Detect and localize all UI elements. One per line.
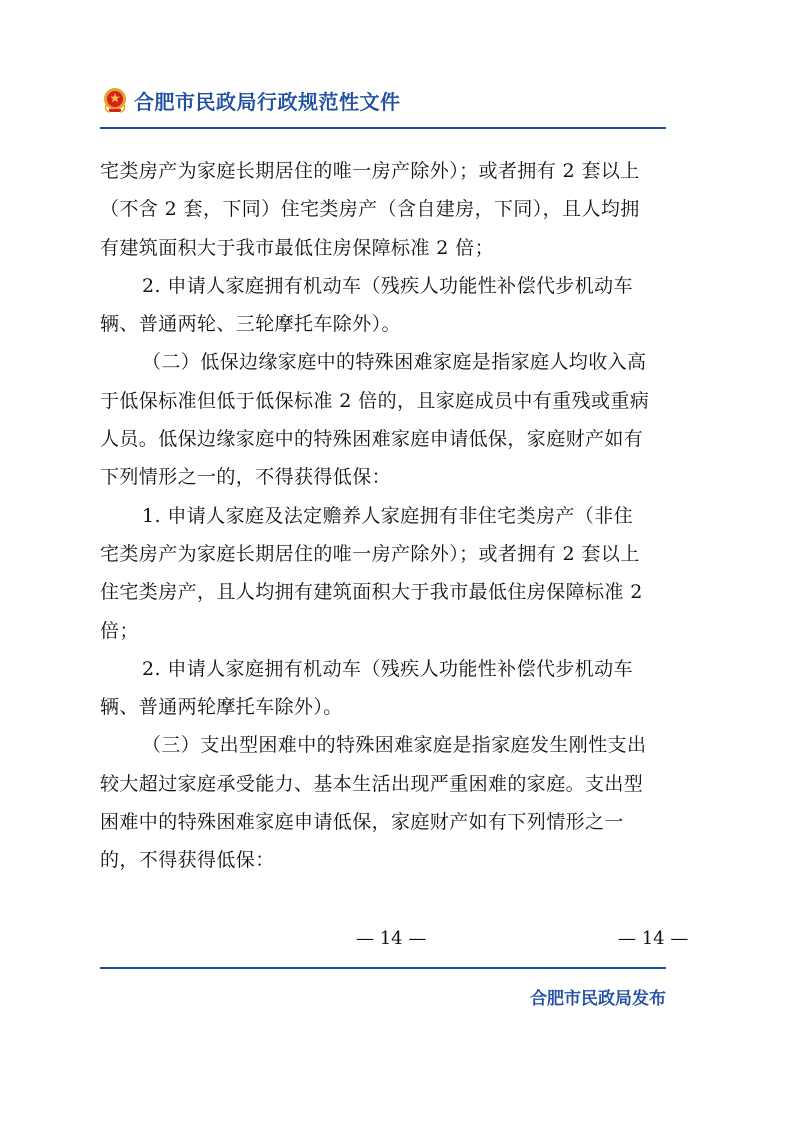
text-line: 辆、普通两轮、三轮摩托车除外）。 — [100, 313, 401, 336]
text-line: 住宅类房产，且人均拥有建筑面积大于我市最低住房保障标准 2 — [100, 581, 643, 604]
text-line: （不含 2 套，下同）住宅类房产（含自建房，下同），且人均拥 — [100, 198, 640, 221]
header-divider — [100, 127, 666, 129]
text-line: （二）低保边缘家庭中的特殊困难家庭是指家庭人均收入高 — [142, 351, 647, 374]
text-line: 困难中的特殊困难家庭申请低保，家庭财产如有下列情形之一 — [100, 811, 624, 834]
text-line: （三）支出型困难中的特殊困难家庭是指家庭发生刚性支出 — [142, 734, 647, 757]
national-emblem-icon — [100, 85, 130, 115]
text-line: 1. 申请人家庭及法定赡养人家庭拥有非住宅类房产（非住 — [142, 504, 633, 527]
text-line: 于低保标准但低于低保标准 2 倍的，且家庭成员中有重残或重病 — [100, 389, 650, 412]
text-line: 宅类房产为家庭长期居住的唯一房产除外）；或者拥有 2 套以上 — [100, 542, 640, 565]
footer-divider — [100, 967, 666, 969]
text-line: 的，不得获得低保： — [100, 849, 275, 872]
text-line: 有建筑面积大于我市最低住房保障标准 2 倍； — [100, 236, 494, 259]
text-line: 较大超过家庭承受能力、基本生活出现严重困难的家庭。支出型 — [100, 772, 644, 795]
text-line: 人员。低保边缘家庭中的特殊困难家庭申请低保，家庭财产如有 — [100, 428, 644, 451]
document-header — [100, 82, 401, 118]
document-body — [100, 152, 696, 880]
page-number-right: — 14 — — [618, 928, 689, 949]
text-line: 辆、普通两轮摩托车除外）。 — [100, 696, 343, 719]
text-line: 宅类房产为家庭长期居住的唯一房产除外）；或者拥有 2 套以上 — [100, 160, 640, 182]
text-line: 倍； — [100, 619, 139, 642]
text-line: 下列情形之一的，不得获得低保： — [100, 466, 392, 489]
text-line: 2. 申请人家庭拥有机动车（残疾人功能性补偿代步机动车 — [142, 274, 633, 297]
page-number-center: — 14 — — [356, 928, 427, 949]
footer-publisher: 合肥市民政局发布 — [530, 989, 666, 1009]
header-title: 合肥市民政局行政规范性文件 — [134, 89, 401, 114]
text-line: 2. 申请人家庭拥有机动车（残疾人功能性补偿代步机动车 — [142, 657, 633, 680]
